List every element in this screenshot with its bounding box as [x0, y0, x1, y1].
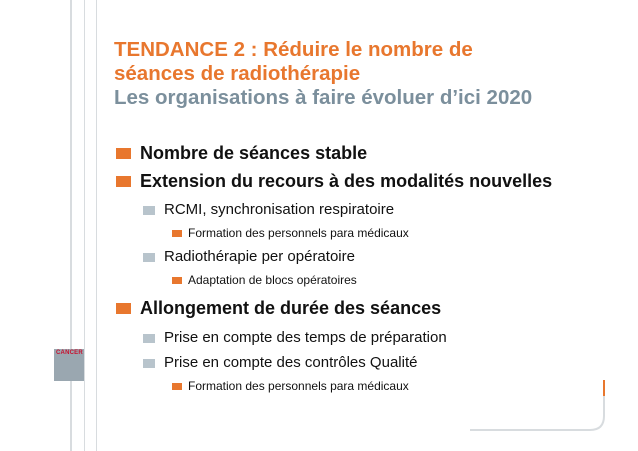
bullet-marker-l2 [143, 334, 155, 343]
bullet-formation-1: Formation des personnels para médicaux [188, 226, 409, 240]
bullet-marker-l3 [172, 277, 182, 284]
slide-title [114, 38, 614, 110]
bullet-marker-l2 [143, 253, 155, 262]
bullet-radiotherapie-per-op: Radiothérapie per opératoire [164, 248, 355, 265]
bullet-temps-preparation: Prise en compte des temps de préparation [164, 329, 447, 346]
bullet-marker-l1 [116, 303, 131, 314]
bullet-marker-l3 [172, 230, 182, 237]
institution-logo [54, 349, 92, 385]
slide-subtitle: Les organisations à faire évoluer d’ici 2020 [114, 86, 533, 109]
bullet-marker-l1 [116, 176, 131, 187]
bullet-adaptation-blocs: Adaptation de blocs opératoires [188, 273, 357, 287]
bullet-nombre-seances: Nombre de séances stable [140, 143, 368, 163]
bullet-rcmi: RCMI, synchronisation respiratoire [164, 201, 395, 218]
bullet-extension: Extension du recours à des modalités nouvelles [140, 171, 553, 191]
bullet-formation-2: Formation des personnels para médicaux [188, 379, 409, 393]
corner-decor-curve [470, 396, 604, 430]
bullet-marker-l2 [143, 206, 155, 215]
title-line-2: séances de radiothérapie [114, 62, 361, 85]
logo-text: CANCER [56, 350, 83, 356]
bullet-marker-l2 [143, 359, 155, 368]
title-line-1: TENDANCE 2 : Réduire le nombre de [114, 38, 473, 61]
bullet-allongement: Allongement de durée des séances [140, 298, 442, 318]
bullet-marker-l1 [116, 148, 131, 159]
bullet-controles-qualite: Prise en compte des contrôles Qualité [164, 354, 418, 371]
bullet-marker-l3 [172, 383, 182, 390]
